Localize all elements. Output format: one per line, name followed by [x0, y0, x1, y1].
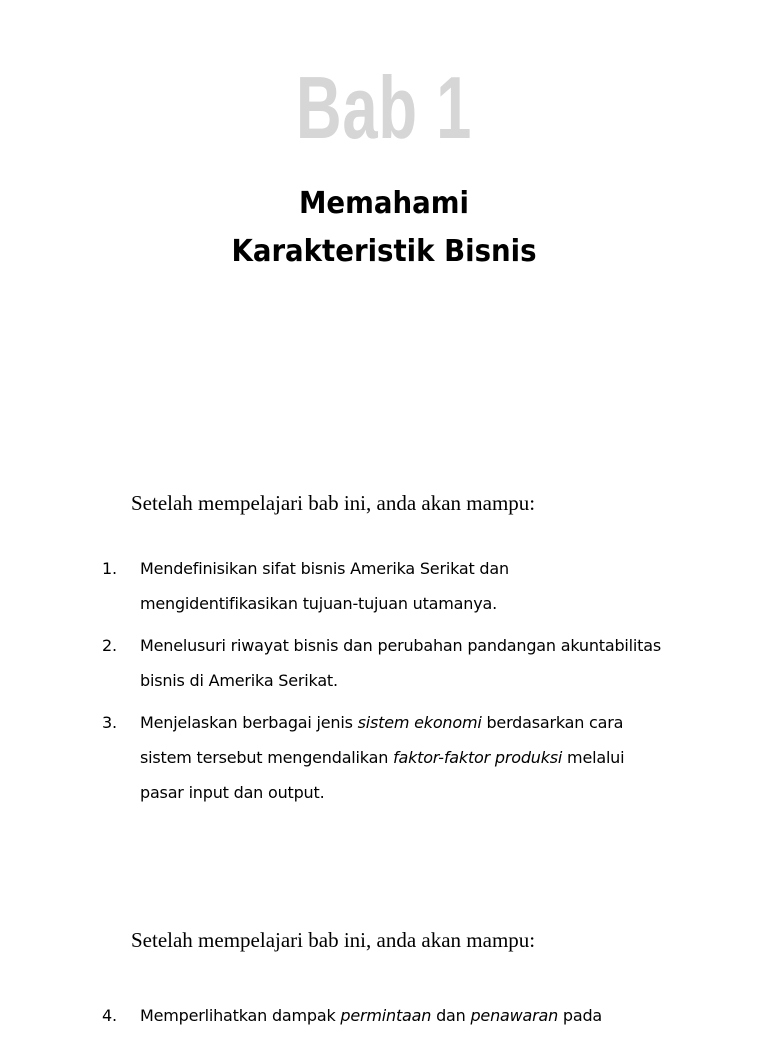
objective-text-line: mengidentifikasikan tujuan-tujuan utamanya.: [140, 594, 497, 613]
objective-text-line: [140, 998, 660, 1033]
objective-item: [0, 628, 660, 698]
objective-item: [0, 551, 660, 621]
objective-text: melalui: [562, 748, 625, 767]
objective-text-line: pasar input dan output.: [140, 783, 325, 802]
objective-text-line: [140, 705, 660, 740]
objective-item: [0, 998, 660, 1033]
objective-text: sistem tersebut mengendalikan: [140, 748, 394, 767]
objective-text-line: Mendefinisikan sifat bisnis Amerika Serikat dan: [140, 559, 509, 578]
objective-number: 3.: [102, 713, 117, 732]
objective-emphasis: faktor-faktor produksi: [393, 748, 563, 767]
objective-text: Menjelaskan berbagai jenis: [140, 713, 358, 732]
objectives-intro: Setelah mempelajari bab ini, anda akan mampu:: [131, 491, 536, 515]
objective-emphasis: sistem ekonomi: [357, 713, 482, 732]
objective-text: Memperlihatkan dampak: [140, 1006, 341, 1025]
objectives-list: [0, 551, 768, 817]
objective-number: 2.: [102, 636, 117, 655]
objective-emphasis: penawaran: [470, 1006, 559, 1025]
chapter-title: [31, 180, 738, 276]
objective-text: berdasarkan cara: [481, 713, 624, 732]
objective-text-line: bisnis di Amerika Serikat.: [140, 671, 338, 690]
objective-number: 4.: [102, 1006, 117, 1025]
objective-item: [0, 705, 660, 810]
chapter-title-line-1: Memahami: [298, 186, 470, 221]
objective-text-line: [140, 740, 660, 775]
objectives-intro: Setelah mempelajari bab ini, anda akan mampu:: [131, 928, 536, 952]
chapter-title-line-2: Karakteristik Bisnis: [231, 234, 537, 269]
objective-number: 1.: [102, 559, 117, 578]
objectives-list: [0, 998, 768, 1040]
objective-text: dan: [431, 1006, 471, 1025]
chapter-number: Bab 1: [295, 58, 473, 157]
objective-text-line: Menelusuri riwayat bisnis dan perubahan pandangan akuntabilitas: [140, 636, 661, 655]
objective-emphasis: permintaan: [340, 1006, 432, 1025]
objective-text: pada: [558, 1006, 603, 1025]
